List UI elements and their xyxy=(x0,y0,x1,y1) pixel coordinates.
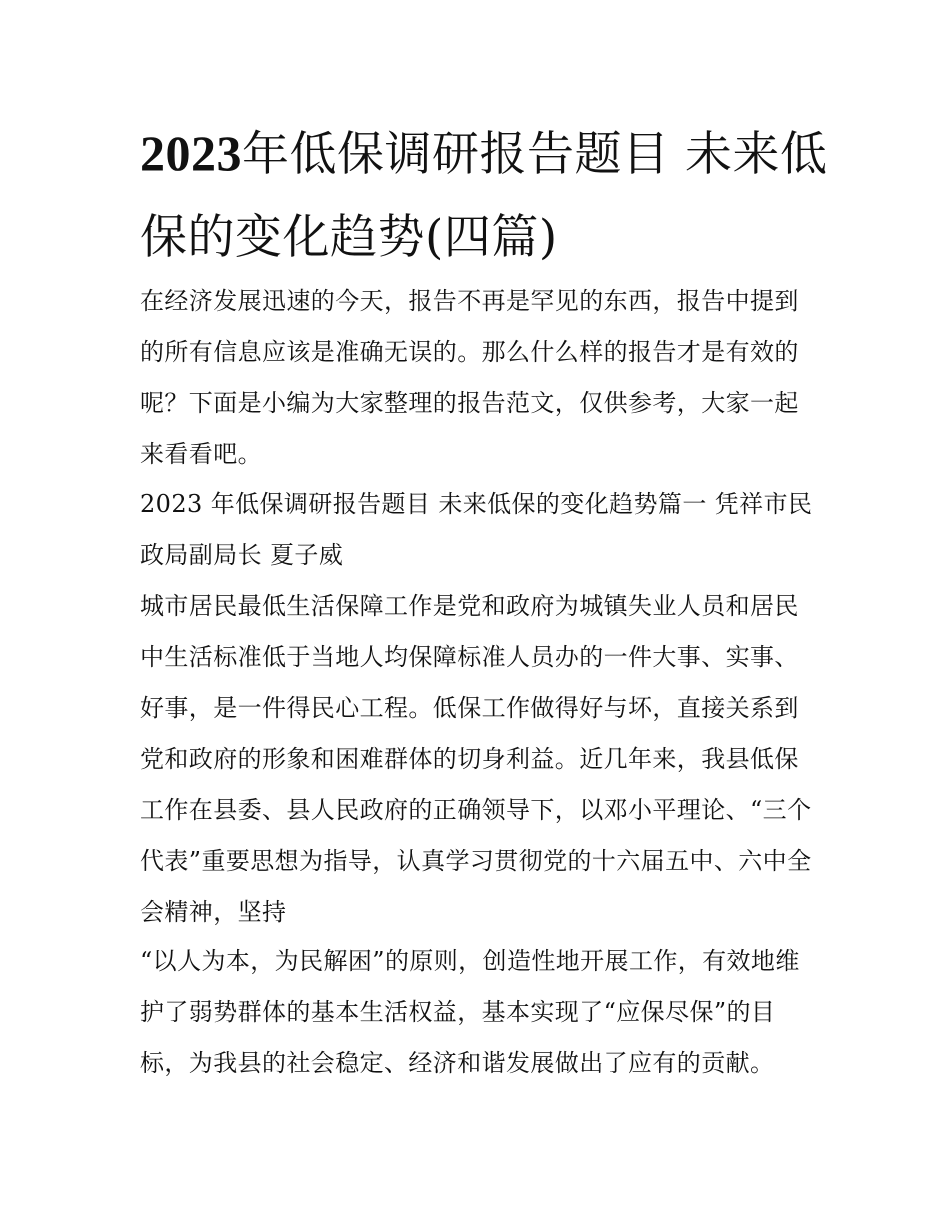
title-year: 2023 xyxy=(140,125,242,181)
body-paragraph-2: “以人为本，为民解困”的原则，创造性地开展工作，有效地维护了弱势群体的基本生活权益，基本实现了“应保尽保”的目标，为我县的社会稳定、经济和谐发展做出了应有的贡献。 xyxy=(140,947,800,1077)
document-title xyxy=(140,112,830,279)
section-subheading: 2023 年低保调研报告题目 未来低保的变化趋势篇一 凭祥市民政局副局长 夏子威 xyxy=(140,490,813,569)
body-paragraph-1: 城市居民最低生活保障工作是党和政府为城镇失业人员和居民中生活标准低于当地人均保障标准人员办的一件大事、实事、好事，是一件得民心工程。低保工作做得好与坏，直接关系到党和政府的形象和困难群体的切身利益。近几年来，我县低保工作在县委、县人民政府的正确领导下，以邓小平理论、“三个代表”重要思想为指导，认真学习贯彻党的十六届五中、六中全会精神，坚持 xyxy=(140,592,812,926)
title-text: 年低保调研报告题目 未来低保的变化趋势(四篇) xyxy=(140,127,828,265)
intro-paragraph: 在经济发展迅速的今天，报告不再是罕见的东西，报告中提到的所有信息应该是准确无误的。那么什么样的报告才是有效的呢？下面是小编为大家整理的报告范文，仅供参考，大家一起来看看吧。 xyxy=(140,287,799,468)
